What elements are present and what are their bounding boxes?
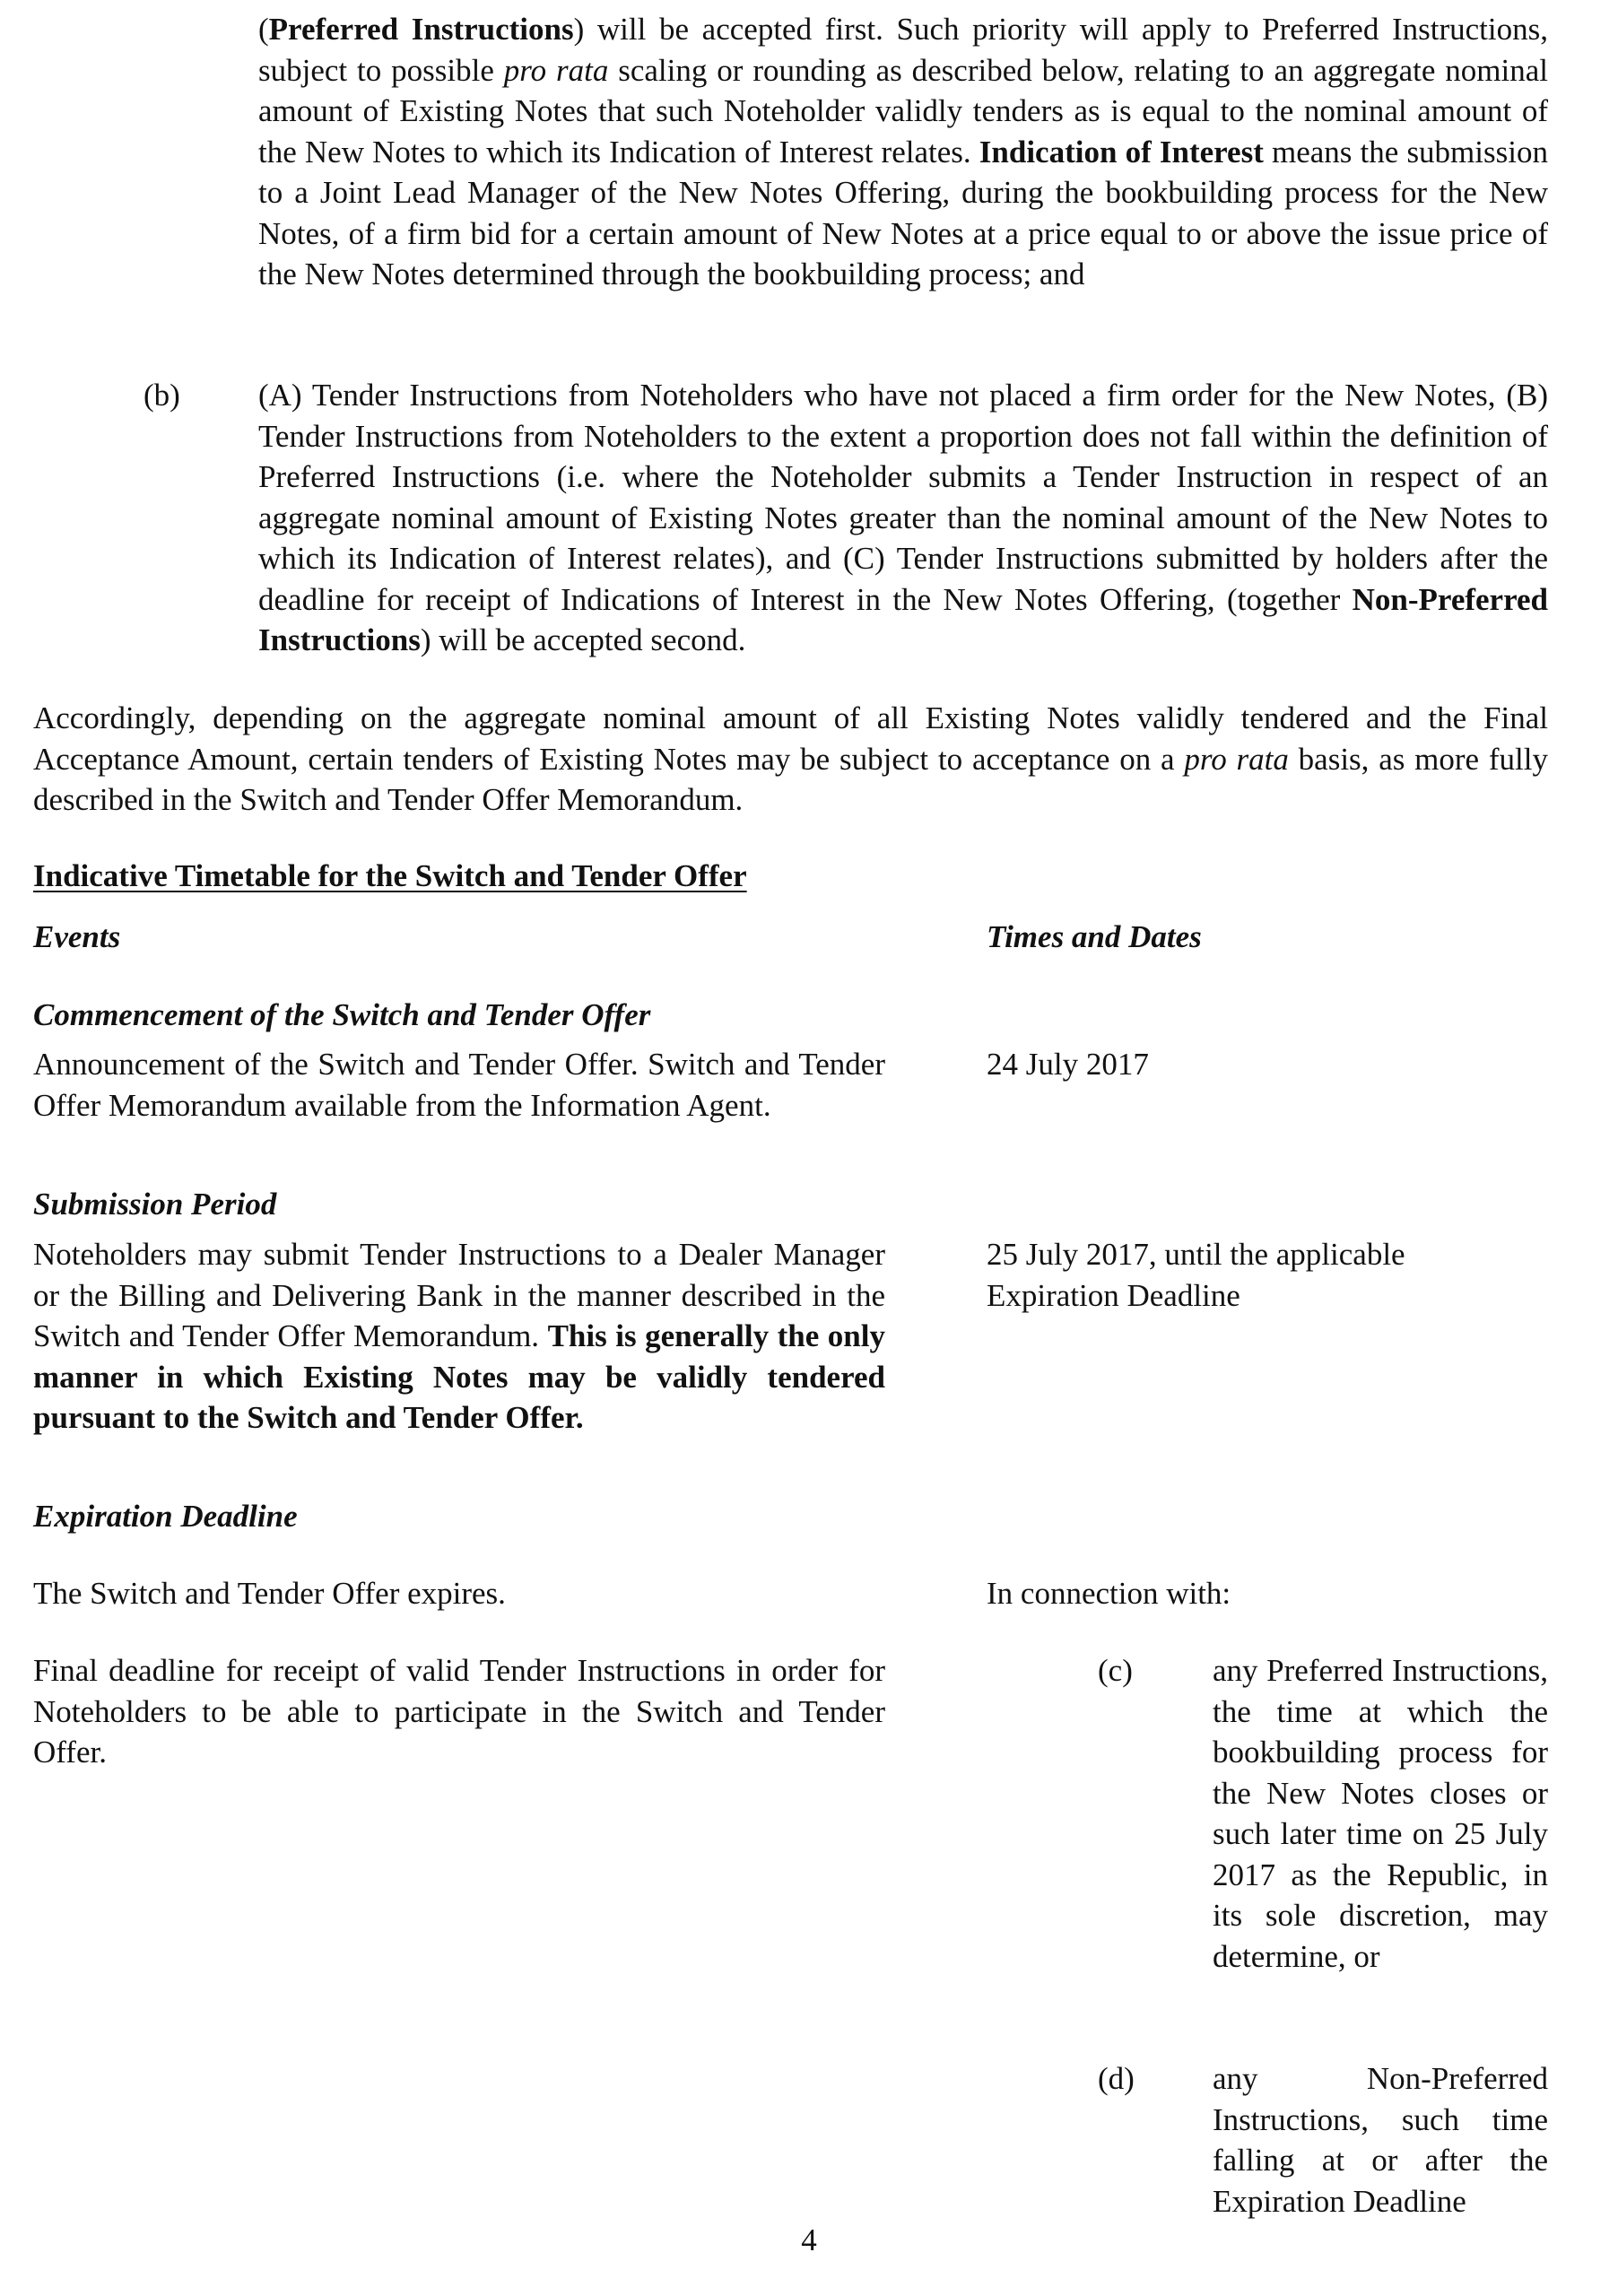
list-label-b: (b) <box>144 378 180 413</box>
times-column-header: Times and Dates <box>987 919 1202 954</box>
text-run: means the submission to a Joint Lead Manager of the New Notes Offering, during the bookbuilding process for the New Notes, of a firm bid for a certain amount of New Notes at a price equal to or above the issue price of the New Notes determined through the bookbuilding process; and <box>258 134 1548 291</box>
sub-item-text-c: any Preferred Instructions, the time at which the bookbuilding process for the New Notes closes or such later time on 25 July 2017 as the Republic, in its sole discretion, may determine, or <box>1213 1653 1548 1974</box>
text-run: (A) Tender Instructions from Noteholders who have not placed a firm order for the New Notes, (B) Tender Instructions from Noteholders to the extent a proportion does not fall within the definition of Preferred Instructions (i.e. where the Noteholder submits a Tender Instruction in respect of an aggregate nominal amount of Existing Notes greater than the nominal amount of the New Notes to which its Indication of Interest relates), and (C) Tender Instructions submitted by holders after the deadline for receipt of Indications of Interest in the New Notes Offering, (together <box>258 378 1548 617</box>
term-non-preferred-instructions: Non-Preferred Instructions <box>258 581 1548 657</box>
sub-item-label-c: (c) <box>1098 1653 1133 1688</box>
expiration-event-1: The Switch and Tender Offer expires. <box>33 1576 506 1611</box>
commencement-time: 24 July 2017 <box>987 1047 1149 1082</box>
italic-pro-rata: pro rata <box>1184 741 1289 777</box>
paragraph-non-preferred-instructions <box>258 375 1548 661</box>
italic-pro-rata: pro rata <box>503 52 609 88</box>
text-run: ) will be accepted first. Such priority will apply to Preferred Instructions, subject to possible <box>258 12 1548 88</box>
expiration-title: Expiration Deadline <box>33 1499 298 1534</box>
term-indication-of-interest: Indication of Interest <box>979 134 1264 170</box>
text-run: Noteholders may submit Tender Instructions to a Dealer Manager or the Billing and Delivering Bank in the manner described in the Switch and Tender Offer Memorandum. <box>33 1237 885 1353</box>
page-number: 4 <box>801 2222 817 2257</box>
text-run: basis, as more fully described in the Switch and Tender Offer Memorandum. <box>33 741 1548 817</box>
paragraph-preferred-instructions <box>258 9 1548 295</box>
submission-time: 25 July 2017, until the applicable Expiration Deadline <box>987 1237 1405 1313</box>
expiration-event-2: Final deadline for receipt of valid Tender Instructions in order for Noteholders to be able to participate in the Switch and Tender Offer. <box>33 1653 885 1770</box>
commencement-title: Commencement of the Switch and Tender Offer <box>33 997 651 1032</box>
commencement-event: Announcement of the Switch and Tender Offer. Switch and Tender Offer Memorandum available from the Information Agent. <box>33 1047 885 1123</box>
text-run: ( <box>258 12 269 47</box>
term-preferred-instructions: Preferred Instructions <box>268 12 574 47</box>
text-run: ) will be accepted second. <box>420 622 746 657</box>
sub-item-text-d: any Non-Preferred Instructions, such time falling at or after the Expiration Deadline <box>1213 2061 1548 2219</box>
timetable-heading: Indicative Timetable for the Switch and Tender Offer <box>33 858 747 893</box>
submission-title: Submission Period <box>33 1187 277 1222</box>
expiration-time-intro: In connection with: <box>987 1576 1231 1611</box>
events-column-header: Events <box>33 919 121 954</box>
submission-event <box>33 1234 885 1439</box>
text-run: Accordingly, depending on the aggregate nominal amount of all Existing Notes validly tendered and the Final Acceptance Amount, certain tenders of Existing Notes may be subject to acceptance on a <box>33 700 1548 777</box>
submission-bold-notice: This is generally the only manner in which Existing Notes may be validly tendered pursuant to the Switch and Tender Offer. <box>33 1318 885 1435</box>
text-run: scaling or rounding as described below, relating to an aggregate nominal amount of Existing Notes that such Noteholder validly tenders as is equal to the nominal amount of the New Notes to which its Indication of Interest relates. <box>258 52 1548 170</box>
paragraph-accordingly <box>33 698 1548 821</box>
sub-item-label-d: (d) <box>1098 2061 1135 2096</box>
